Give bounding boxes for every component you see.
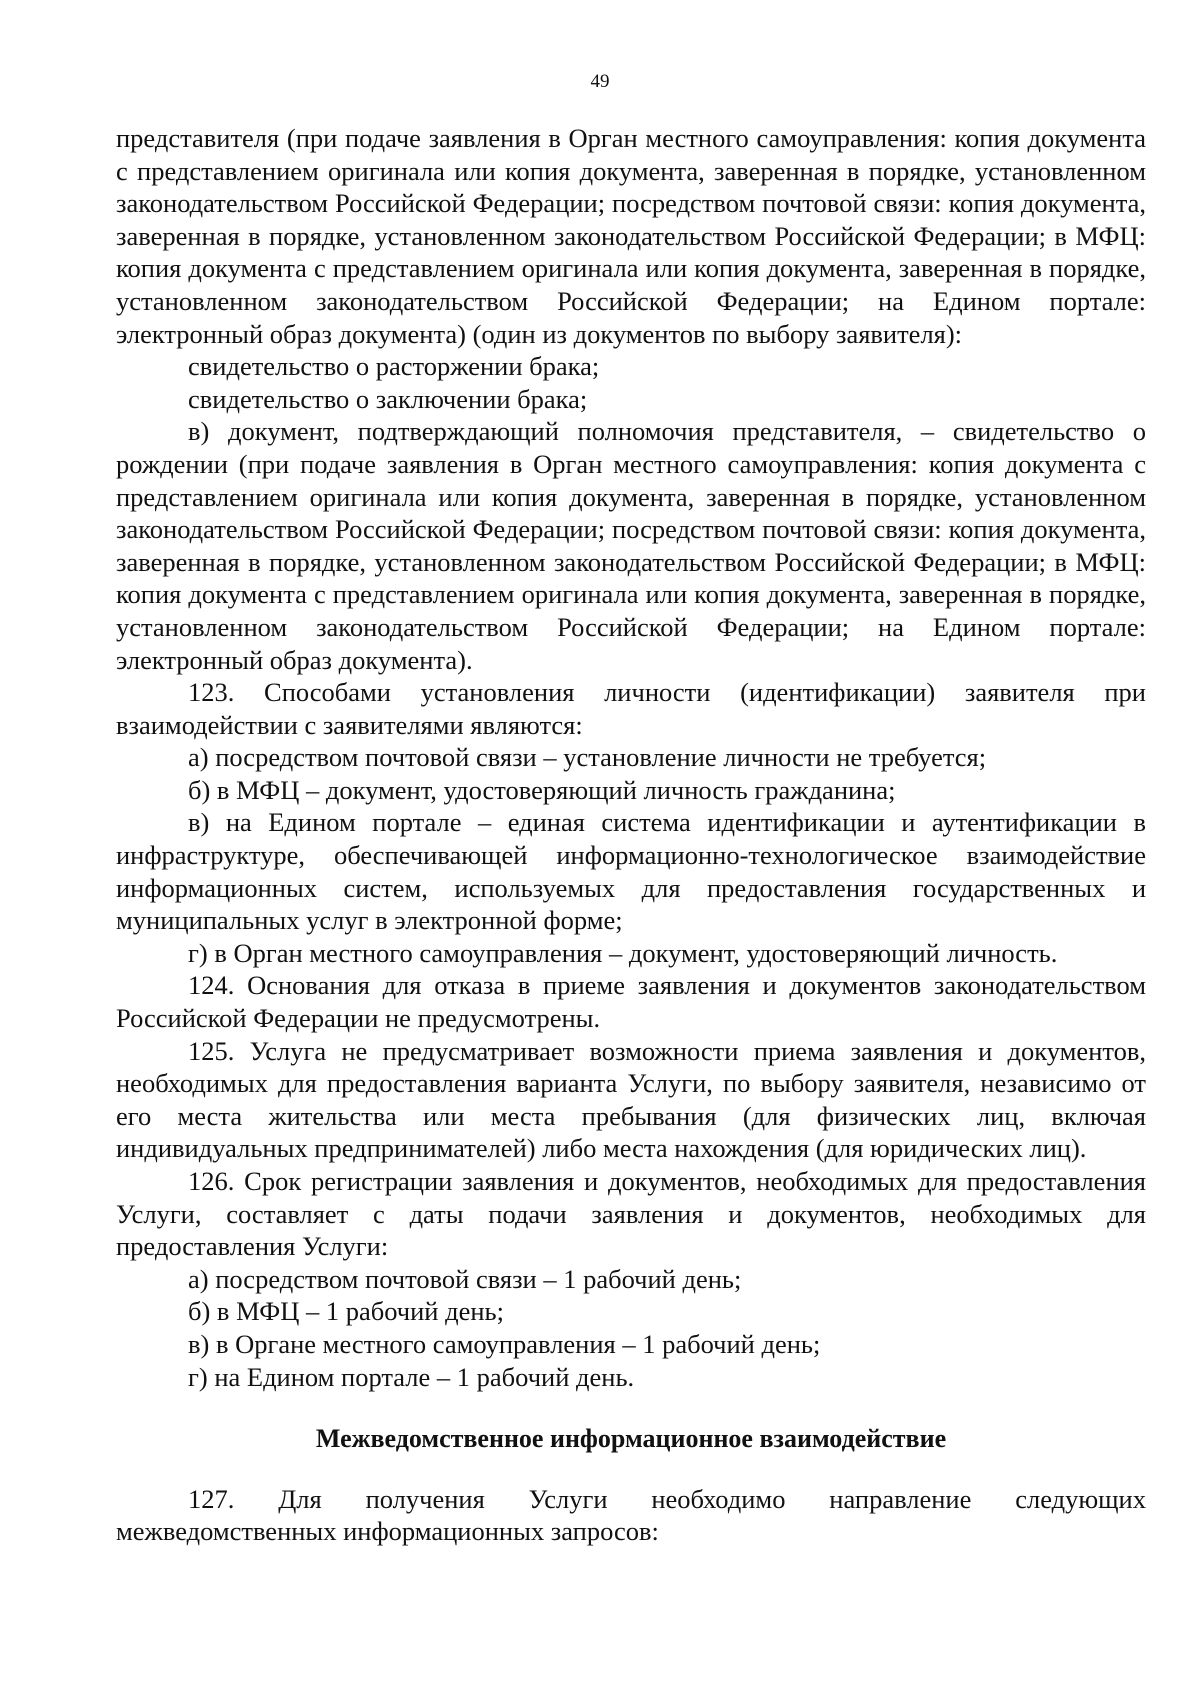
paragraph: а) посредством почтовой связи – 1 рабочий день; <box>188 1263 742 1294</box>
paragraph: свидетельство о расторжении брака; <box>188 351 600 382</box>
paragraph: свидетельство о заключении брака; <box>188 383 588 414</box>
paragraph-block-after-heading <box>116 1483 1146 1548</box>
spacer <box>116 1393 1146 1423</box>
spacer <box>116 1456 1146 1483</box>
paragraph: в) в Органе местного самоуправления – 1 рабочий день; <box>188 1328 821 1359</box>
paragraph: 124. Основания для отказа в приеме заявления и документов законодательством Российской Федерации не предусмотрены. <box>116 970 1146 1034</box>
document-body <box>116 122 1146 1548</box>
paragraph-block-before-heading <box>116 122 1146 1393</box>
paragraph: б) в МФЦ – 1 рабочий день; <box>188 1296 504 1327</box>
paragraph: 126. Срок регистрации заявления и документов, необходимых для предоставления Услуги, составляет с даты подачи заявления и документов, необходимых для предоставления Услуги: <box>116 1166 1146 1262</box>
paragraph: а) посредством почтовой связи – установление личности не требуется; <box>188 742 987 773</box>
paragraph: 125. Услуга не предусматривает возможности приема заявления и документов, необходимых для предоставления варианта Услуги, по выбору заявителя, независимо от его места жительства или места пребывания (для физических лиц, включая индивидуальных предпринимателей) либо места нахождения (для юридических лиц). <box>116 1035 1146 1164</box>
paragraph: б) в МФЦ – документ, удостоверяющий личность гражданина; <box>188 774 896 805</box>
paragraph: г) в Орган местного самоуправления – документ, удостоверяющий личность. <box>188 937 1058 968</box>
paragraph: г) на Едином портале – 1 рабочий день. <box>188 1361 635 1392</box>
paragraph: 127. Для получения Услуги необходимо направление следующих межведомственных информационных запросов: <box>116 1483 1146 1547</box>
paragraph: представителя (при подаче заявления в Орган местного самоуправления: копия документа с представлением оригинала или копия документа, заверенная в порядке, установленном законодательством Российской Федерации; посредством почтовой связи: копия документа, заверенная в порядке, установленном законодательством Российской Федерации; в МФЦ: копия документа с представлением оригинала или копия документа, заверенная в порядке, установленном законодательством Российской Федерации; на Едином портале: электронный образ документа) (один из документов по выбору заявителя): <box>116 123 1146 349</box>
paragraph: 123. Способами установления личности (идентификации) заявителя при взаимодействии с заявителями являются: <box>116 677 1146 740</box>
paragraph: в) документ, подтверждающий полномочия представителя, – свидетельство о рождении (при подаче заявления в Орган местного самоуправления: копия документа с представлением оригинала или копия документа, заверенная в порядке, установленном законодательством Российской Федерации; посредством почтовой связи: копия документа, заверенная в порядке, установленном законодательством Российской Федерации; в МФЦ: копия документа с представлением оригинала или копия документа, заверенная в порядке, установленном законодательством Российской Федерации; на Едином портале: электронный образ документа). <box>116 416 1146 675</box>
page-number: 49 <box>590 71 610 92</box>
section-heading: Межведомственное информационное взаимодействие <box>315 1424 947 1454</box>
paragraph: в) на Едином портале – единая система идентификации и аутентификации в инфраструктуре, обеспечивающей информационно-технологическое взаимодействие информационных систем, используемых для предоставления государственных и муниципальных услуг в электронной форме; <box>116 807 1146 936</box>
